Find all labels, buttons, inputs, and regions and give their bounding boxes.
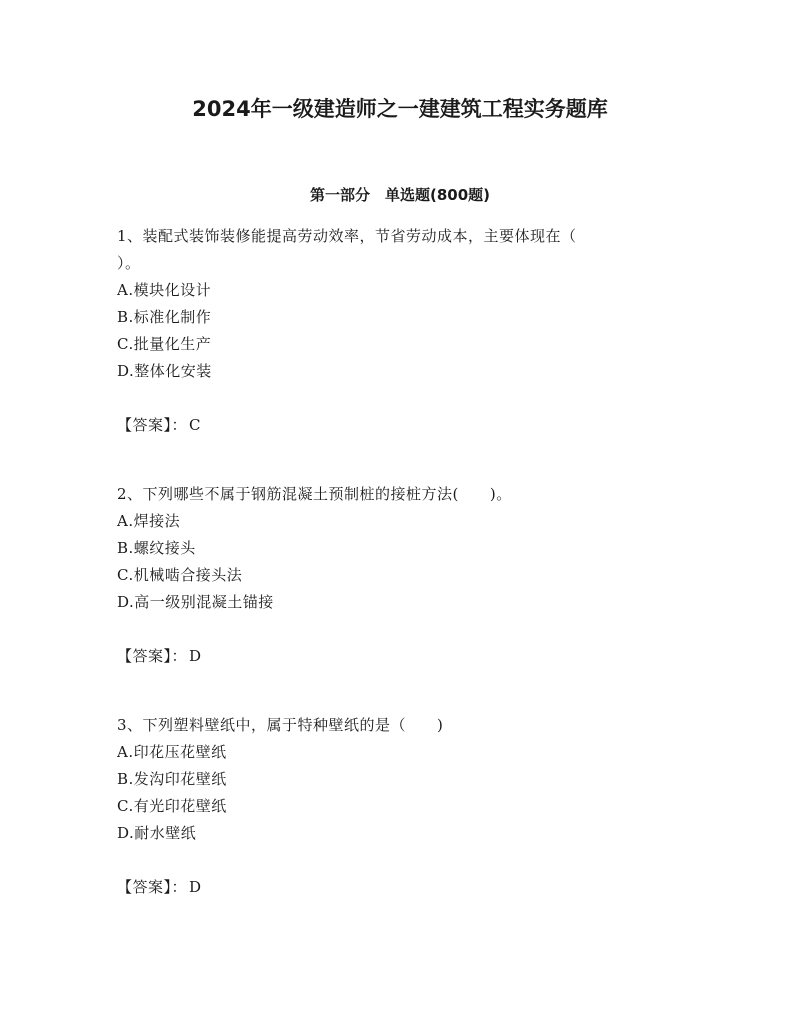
answer-line <box>117 643 677 670</box>
option-a: A.焊接法 <box>117 512 181 530</box>
answer-line <box>117 412 677 439</box>
document-title: 2024年一级建造师之一建建筑工程实务题库 <box>192 97 608 121</box>
answer-value: C <box>189 416 201 434</box>
question-1 <box>117 223 677 439</box>
answer-value: D <box>189 647 202 665</box>
answer-label: 【答案】： <box>117 647 188 665</box>
option-b: B.标准化制作 <box>117 308 212 326</box>
answer-line <box>117 874 677 901</box>
section-title: 第一部分 单选题(800题) <box>309 186 491 204</box>
option-c: C.有光印花壁纸 <box>117 797 227 815</box>
answer-label: 【答案】： <box>117 878 188 896</box>
option-d: D.高一级别混凝土锚接 <box>117 593 274 611</box>
option-b: B.螺纹接头 <box>117 539 196 557</box>
option-a: A.模块化设计 <box>117 281 212 299</box>
question-2 <box>117 481 677 670</box>
option-b: B.发沟印花壁纸 <box>117 770 227 788</box>
question-3 <box>117 712 677 901</box>
question-stem: 3、下列塑料壁纸中，属于特种壁纸的是（ ) <box>117 716 444 734</box>
question-stem-continued: ）。 <box>117 254 141 272</box>
option-c: C.批量化生产 <box>117 335 212 353</box>
option-d: D.整体化安装 <box>117 362 212 380</box>
option-d: D.耐水壁纸 <box>117 824 197 842</box>
option-c: C.机械啮合接头法 <box>117 566 243 584</box>
option-a: A.印花压花壁纸 <box>117 743 227 761</box>
question-stem: 1、装配式装饰装修能提高劳动效率，节省劳动成本，主要体现在（ <box>117 227 577 245</box>
question-stem: 2、下列哪些不属于钢筋混凝土预制桩的接桩方法( )。 <box>117 485 512 503</box>
answer-label: 【答案】： <box>117 416 188 434</box>
answer-value: D <box>189 878 202 896</box>
